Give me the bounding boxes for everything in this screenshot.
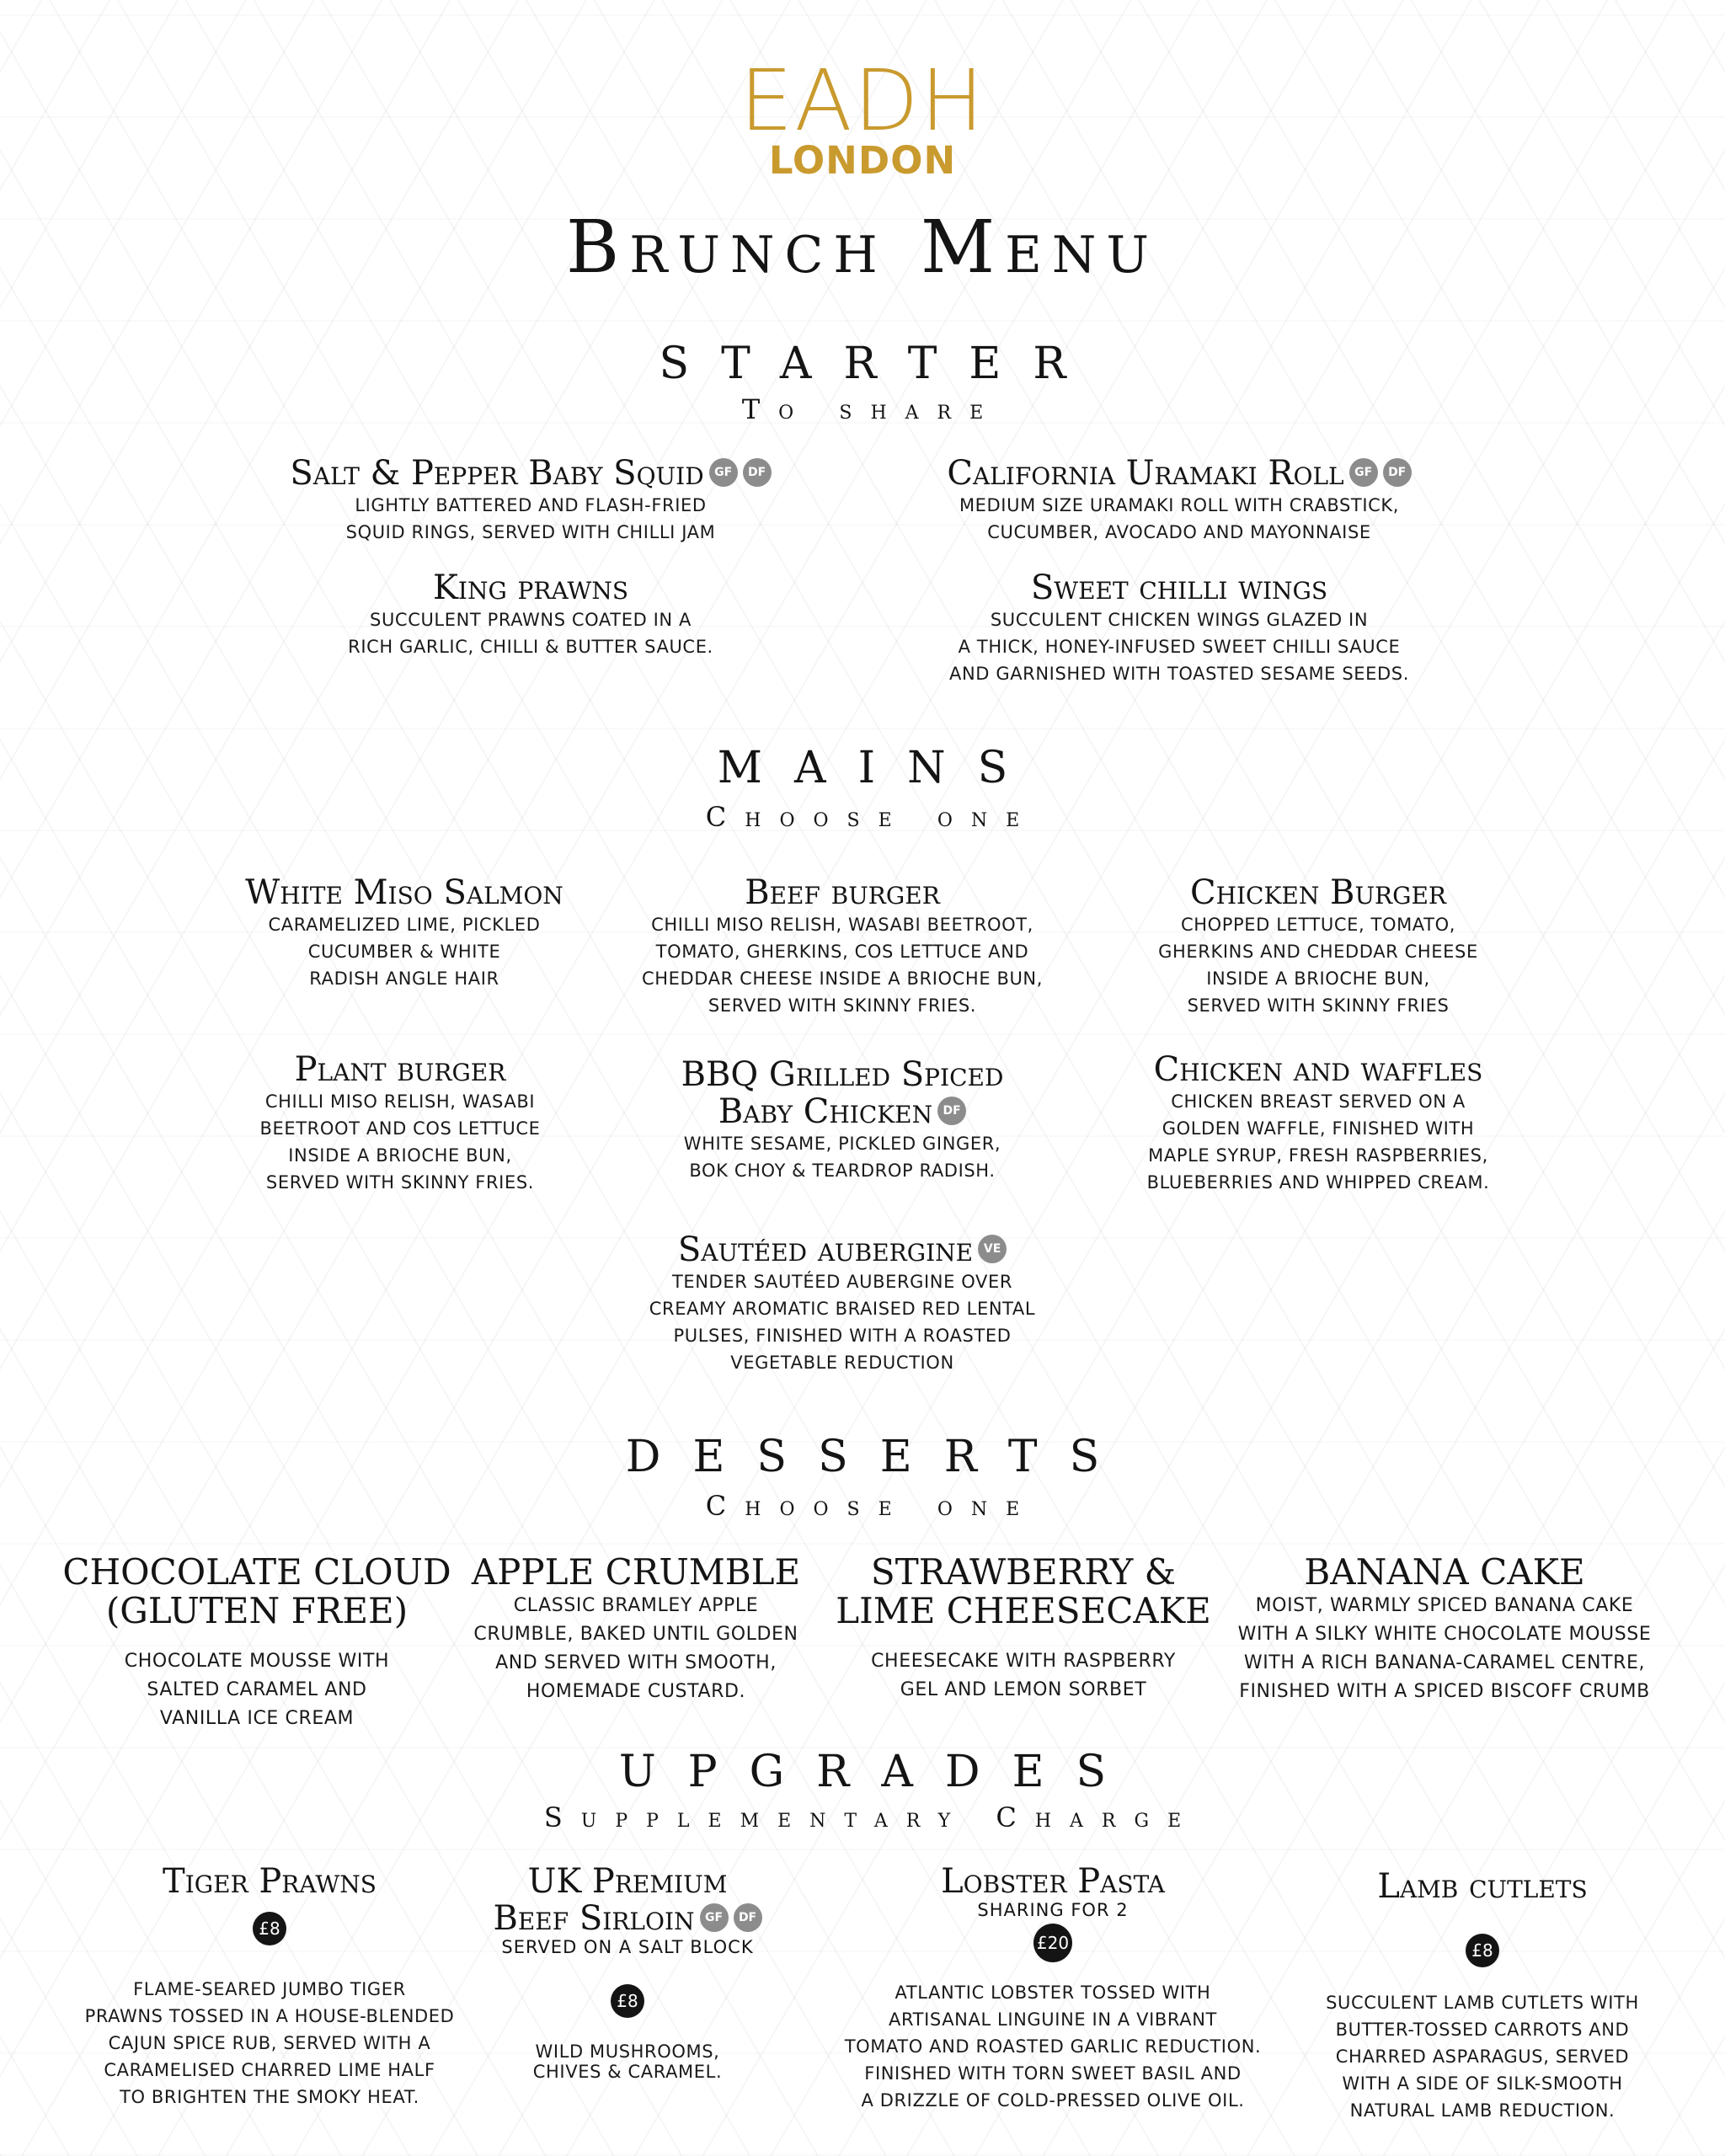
item-name: Lobster Pasta: [941, 1862, 1165, 1901]
menu-item-beef-burger: [623, 874, 1061, 1019]
item-description-line: A DRIZZLE OF COLD-PRESSED OLIVE OIL.: [861, 2090, 1245, 2111]
item-description-line: CARAMELIZED LIME, PICKLED: [268, 915, 541, 935]
item-description-line: PULSES, FINISHED WITH A ROASTED: [673, 1326, 1012, 1346]
menu-item-bbq-grilled-spiced-baby-chicken: [623, 1056, 1061, 1184]
vegan-badge-icon: VE: [978, 1235, 1007, 1263]
item-name: APPLE CRUMBLE: [471, 1551, 801, 1593]
item-name: STRAWBERRY &: [870, 1551, 1177, 1593]
item-description-line: RADISH ANGLE HAIR: [309, 969, 499, 989]
item-description-line: CLASSIC BRAMLEY APPLE: [513, 1595, 759, 1616]
item-description-line: MEDIUM SIZE URAMAKI ROLL WITH CRABSTICK,: [959, 495, 1400, 515]
item-description-line: NATURAL LAMB REDUCTION.: [1349, 2100, 1616, 2121]
item-subtitle: SERVED ON A SALT BLOCK: [501, 1937, 754, 1957]
gluten-free-badge-icon: GF: [700, 1903, 729, 1932]
page-title: Brunch Menu: [566, 205, 1159, 290]
item-name: Sweet chilli wings: [1030, 568, 1328, 607]
item-description-line: VANILLA ICE CREAM: [159, 1708, 355, 1729]
price-badge: £8: [253, 1912, 286, 1945]
item-description-line: INSIDE A BRIOCHE BUN,: [1206, 969, 1430, 989]
item-name: Beef Sirloin: [493, 1899, 695, 1938]
mains-heading: MAINS: [717, 743, 1040, 793]
item-subtitle: SHARING FOR 2: [977, 1900, 1129, 1920]
item-name: Salt & Pepper Baby Squid: [290, 454, 704, 493]
item-description-line: CHOPPED LETTUCE, TOMATO,: [1181, 915, 1455, 935]
logo-london: LONDON: [768, 138, 957, 183]
item-description-line: TOMATO, GHERKINS, COS LETTUCE AND: [655, 942, 1029, 962]
item-description-line: CRUMBLE, BAKED UNTIL GOLDEN: [473, 1624, 798, 1645]
item-description-line: SUCCULENT CHICKEN WINGS GLAZED IN: [990, 610, 1369, 630]
item-description-line: CHILLI MISO RELISH, WASABI: [264, 1091, 536, 1112]
item-description-line: MOIST, WARMLY SPICED BANANA CAKE: [1255, 1595, 1634, 1616]
eadh-london-logo: [0, 51, 1725, 183]
item-description-line: CHEDDAR CHEESE INSIDE A BRIOCHE BUN,: [641, 969, 1044, 989]
item-description-line: CUCUMBER, AVOCADO AND MAYONNAISE: [987, 522, 1371, 542]
item-name: California Uramaki Roll: [947, 454, 1344, 493]
item-name: Plant burger: [294, 1050, 506, 1089]
item-description-line: INSIDE A BRIOCHE BUN,: [288, 1145, 512, 1166]
item-description-line: GHERKINS AND CHEDDAR CHEESE: [1158, 942, 1478, 962]
item-description-line: LIGHTLY BATTERED AND FLASH-FRIED: [355, 495, 707, 515]
price-badge: £8: [1466, 1934, 1499, 1967]
item-description-line: SUCCULENT LAMB CUTLETS WITH: [1326, 1993, 1639, 2013]
item-description-line: SUCCULENT PRAWNS COATED IN A: [370, 610, 692, 630]
item-description-line: GEL AND LEMON SORBET: [900, 1679, 1147, 1700]
item-description-line: TOMATO AND ROASTED GARLIC REDUCTION.: [844, 2036, 1262, 2057]
item-description-line: FINISHED WITH A SPICED BISCOFF CRUMB: [1239, 1681, 1650, 1702]
upgrades-subheading: Supplementary Charge: [543, 1801, 1200, 1833]
menu-item-sauteed-aubergine: [623, 1231, 1061, 1376]
item-description-line: FLAME-SEARED JUMBO TIGER: [133, 1979, 406, 1999]
upgrade-item-lamb-cutlets: [1280, 1868, 1685, 2124]
item-description-line: CHIVES & CARAMEL.: [532, 2062, 723, 2082]
item-name: Chicken Burger: [1189, 873, 1447, 912]
starter-subheading: To share: [741, 393, 1002, 425]
item-description-line: SERVED WITH SKINNY FRIES.: [708, 995, 977, 1016]
item-description-line: AND GARNISHED WITH TOASTED SESAME SEEDS.: [949, 664, 1409, 684]
item-description-line: WHITE SESAME, PICKLED GINGER,: [683, 1134, 1001, 1154]
item-description-line: BOK CHOY & TEARDROP RADISH.: [689, 1161, 996, 1181]
menu-item-sweet-chilli-wings: [842, 569, 1516, 687]
item-description-line: CHILLI MISO RELISH, WASABI BEETROOT,: [651, 915, 1033, 935]
item-description-line: VEGETABLE REDUCTION: [730, 1353, 954, 1373]
dairy-free-badge-icon: DF: [734, 1903, 762, 1932]
item-description-line: FINISHED WITH TORN SWEET BASIL AND: [864, 2063, 1242, 2084]
item-description-line: MAPLE SYRUP, FRESH RASPBERRIES,: [1148, 1145, 1488, 1166]
item-description-line: CHOCOLATE MOUSSE WITH: [124, 1651, 390, 1672]
item-description-line: TO BRIGHTEN THE SMOKY HEAT.: [120, 2087, 419, 2107]
price-badge: £20: [1033, 1924, 1072, 1962]
menu-item-chocolate-cloud: [51, 1553, 463, 1733]
item-name: BBQ Grilled Spiced: [681, 1055, 1004, 1094]
upgrade-item-lobster-pasta: [825, 1863, 1280, 2114]
logo-eadh: EADH: [740, 51, 985, 150]
upgrade-item-uk-premium-beef-sirloin: [446, 1863, 809, 2082]
item-description-line: SERVED WITH SKINNY FRIES: [1187, 995, 1450, 1016]
item-description-line: WITH A SIDE OF SILK-SMOOTH: [1342, 2073, 1623, 2094]
item-description-line: WITH A SILKY WHITE CHOCOLATE MOUSSE: [1237, 1624, 1652, 1645]
item-description-line: AND SERVED WITH SMOOTH,: [495, 1652, 777, 1673]
item-name: (GLUTEN FREE): [105, 1590, 409, 1631]
menu-item-chicken-and-waffles: [1087, 1051, 1550, 1196]
item-name: White Miso Salmon: [245, 873, 563, 912]
item-description-line: PRAWNS TOSSED IN A HOUSE-BLENDED: [84, 2006, 455, 2026]
gluten-free-badge-icon: GF: [1349, 458, 1378, 487]
menu-item-california-uramaki-roll: [842, 455, 1516, 546]
menu-item-strawberry-lime-cheesecake: [834, 1553, 1213, 1705]
menu-item-plant-burger: [185, 1051, 615, 1196]
menu-item-king-prawns: [202, 569, 859, 660]
item-description-line: GOLDEN WAFFLE, FINISHED WITH: [1162, 1118, 1475, 1139]
item-description-line: ATLANTIC LOBSTER TOSSED WITH: [895, 1983, 1211, 2003]
item-description-line: ARTISANAL LINGUINE IN A VIBRANT: [889, 2009, 1217, 2030]
menu-item-banana-cake: [1213, 1553, 1676, 1706]
dairy-free-badge-icon: DF: [1383, 458, 1412, 487]
item-name: Tiger Prawns: [163, 1862, 377, 1901]
menu-item-salt-pepper-squid: [202, 455, 859, 546]
upgrade-item-tiger-prawns: [76, 1863, 463, 2111]
desserts-subheading: Choose one: [705, 1490, 1039, 1522]
price-badge: £8: [611, 1984, 644, 2018]
item-description-line: SERVED WITH SKINNY FRIES.: [265, 1172, 535, 1193]
menu-item-chicken-burger: [1103, 874, 1533, 1019]
item-name: BANANA CAKE: [1304, 1551, 1585, 1593]
upgrades-heading: UPGRADES: [618, 1747, 1139, 1797]
item-description-line: BUTTER-TOSSED CARROTS AND: [1335, 2020, 1630, 2040]
item-description-line: CARAMELISED CHARRED LIME HALF: [104, 2060, 435, 2080]
item-description-line: CAJUN SPICE RUB, SERVED WITH A: [108, 2033, 431, 2053]
item-name: Sautéed aubergine: [677, 1230, 974, 1269]
item-name: LIME CHEESECAKE: [836, 1590, 1211, 1631]
item-description-line: RICH GARLIC, CHILLI & BUTTER SAUCE.: [348, 637, 713, 657]
item-name: Baby Chicken: [718, 1092, 933, 1131]
gluten-free-badge-icon: GF: [709, 458, 738, 487]
item-name: CHOCOLATE CLOUD: [62, 1551, 451, 1593]
item-description-line: WITH A RICH BANANA-CARAMEL CENTRE,: [1243, 1652, 1646, 1673]
item-description-line: BEETROOT AND COS LETTUCE: [259, 1118, 541, 1139]
item-description-line: SALTED CARAMEL AND: [147, 1679, 367, 1700]
item-description-line: HOMEMADE CUSTARD.: [526, 1681, 746, 1702]
item-description-line: WILD MUSHROOMS,: [535, 2041, 720, 2062]
item-description-line: CHEESECAKE WITH RASPBERRY: [871, 1651, 1176, 1672]
menu-item-white-miso-salmon: [185, 874, 623, 992]
starter-heading: STARTER: [659, 339, 1098, 389]
item-name: Lamb cutlets: [1377, 1867, 1588, 1906]
item-description-line: CHICKEN BREAST SERVED ON A: [1171, 1091, 1466, 1112]
item-description-line: CUCUMBER & WHITE: [307, 942, 501, 962]
dairy-free-badge-icon: DF: [937, 1097, 966, 1125]
item-description-line: CHARRED ASPARAGUS, SERVED: [1335, 2047, 1630, 2067]
item-name: UK Premium: [527, 1862, 728, 1901]
item-description-line: CREAMY AROMATIC BRAISED RED LENTAL: [649, 1299, 1036, 1319]
menu-item-apple-crumble: [455, 1553, 817, 1706]
desserts-heading: DESSERTS: [625, 1432, 1132, 1482]
item-description-line: A THICK, HONEY-INFUSED SWEET CHILLI SAUCE: [958, 637, 1401, 657]
item-description-line: SQUID RINGS, SERVED WITH CHILLI JAM: [345, 522, 716, 542]
item-description-line: BLUEBERRIES AND WHIPPED CREAM.: [1146, 1172, 1490, 1193]
item-name: Beef burger: [745, 873, 940, 912]
mains-subheading: Choose one: [705, 801, 1039, 833]
item-name: Chicken and waffles: [1153, 1050, 1483, 1089]
dairy-free-badge-icon: DF: [743, 458, 772, 487]
item-name: King prawns: [433, 568, 628, 607]
item-description-line: TENDER SAUTÉED AUBERGINE OVER: [671, 1272, 1013, 1292]
